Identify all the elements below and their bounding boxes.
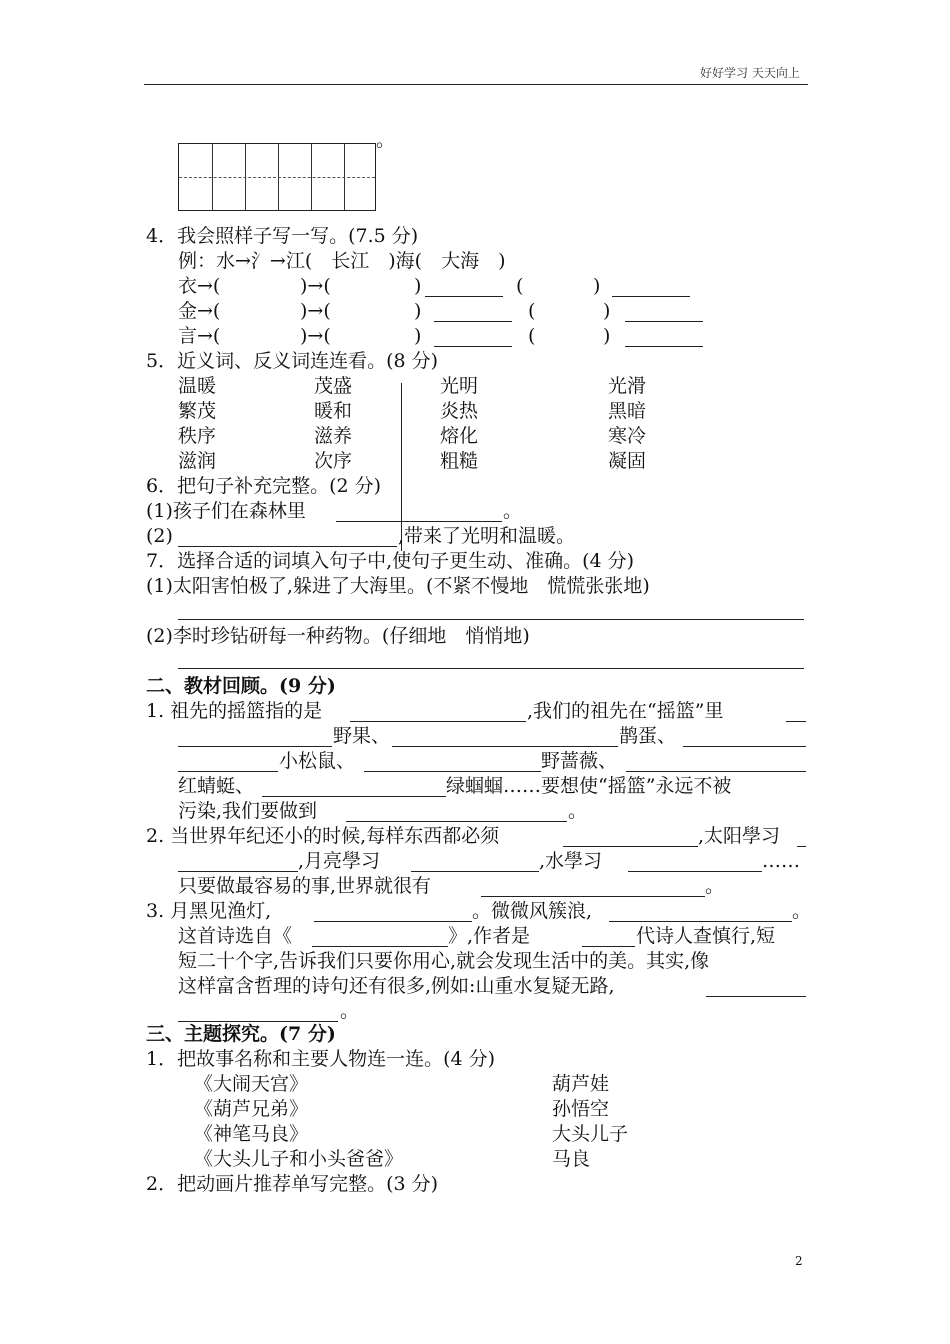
s2q2-blank5[interactable] xyxy=(481,896,705,897)
s2q2-line1a: 2. 当世界年纪还小的时候,每样东西都必须 xyxy=(146,825,500,847)
q6-title: 6．把句子补充完整。(2 分) xyxy=(146,475,382,497)
q6-s2-blank[interactable] xyxy=(178,546,397,547)
story-title[interactable]: 《大闹天宫》 xyxy=(194,1073,309,1095)
s2q1-line5b: 。 xyxy=(568,800,588,822)
q6-s2-text: ,带来了光明和温暖。 xyxy=(398,525,576,547)
story-title[interactable]: 《大头儿子和小头爸爸》 xyxy=(194,1148,404,1170)
q7-s1: (1)太阳害怕极了,躲进了大海里。(不紧不慢地 慌慌张张地) xyxy=(146,575,650,597)
q4-title: 4．我会照样子写一写。(7.5 分) xyxy=(146,225,419,247)
page-number: 2 xyxy=(795,1254,803,1268)
q4-row1-e: ) xyxy=(593,275,601,297)
s2q2-line2a: ,月亮學习 xyxy=(298,850,381,872)
q6-s1-text: (1)孩子们在森林里 xyxy=(146,500,306,522)
s2q2-line2b: ,水學习 xyxy=(539,850,603,872)
s2q3-line5: 。 xyxy=(340,1000,360,1022)
q6-s1-blank[interactable] xyxy=(336,521,502,522)
s2q1-blank1[interactable] xyxy=(350,721,526,722)
section3-title: 三、主题探究。(7 分) xyxy=(146,1023,336,1045)
s2q3-line3: 短二十个字,告诉我们只要你用心,就会发现生活中的美。其实,像 xyxy=(178,950,710,972)
q4-row2-a: 金→( xyxy=(178,300,221,322)
header-motto: 好好学习 天天向上 xyxy=(700,66,800,80)
q7-title: 7．选择合适的词填入句子中,使句子更生动、准确。(4 分) xyxy=(146,550,635,572)
q4-row2-blank1[interactable] xyxy=(434,321,512,322)
q4-row3-blank2[interactable] xyxy=(625,346,703,347)
s2q1-line3a: 小松鼠、 xyxy=(279,750,356,772)
q5-word[interactable]: 暖和 xyxy=(314,400,353,422)
q5-word[interactable]: 寒冷 xyxy=(608,425,647,447)
q4-row1-b: )→( xyxy=(300,275,331,297)
s2q3-line1c: 。 xyxy=(792,900,812,922)
s2q1-line3b: 野蔷薇、 xyxy=(541,750,618,772)
s2q2-blank4[interactable] xyxy=(628,871,762,872)
s2q1-line2a: 野果、 xyxy=(333,725,391,747)
s2q3-blank1[interactable] xyxy=(314,921,472,922)
s2q3-line4: 这样富含哲理的诗句还有很多,例如:山重水复疑无路, xyxy=(178,975,615,997)
s2q2-line1b: ,太阳學习 xyxy=(698,825,781,847)
q4-row1-a: 衣→( xyxy=(178,275,221,297)
s2q1-blank5[interactable] xyxy=(364,771,541,772)
q5-word[interactable]: 黑暗 xyxy=(608,400,647,422)
q4-row1-c: ) xyxy=(414,275,422,297)
q4-row3-e: ) xyxy=(603,325,611,347)
q4-row3-b: )→( xyxy=(300,325,331,347)
q5-word[interactable]: 炎热 xyxy=(440,400,479,422)
q6-s2-num: (2) xyxy=(146,525,173,547)
q5-word[interactable]: 滋养 xyxy=(314,425,353,447)
q5-word[interactable]: 温暖 xyxy=(178,375,217,397)
s2q1-line2b: 鹊蛋、 xyxy=(619,725,677,747)
q4-row3-d: ( xyxy=(528,325,536,347)
s2q2-line3a: 只要做最容易的事,世界就很有 xyxy=(178,875,432,897)
story-title[interactable]: 《葫芦兄弟》 xyxy=(194,1098,309,1120)
q4-row2-b: )→( xyxy=(300,300,331,322)
q7-s2-answer-line[interactable] xyxy=(178,668,804,669)
s2q2-blank2b[interactable] xyxy=(178,871,298,872)
character-name[interactable]: 孙悟空 xyxy=(552,1098,610,1120)
q4-row1-blank1[interactable] xyxy=(425,296,503,297)
s2q1-line1b: ,我们的祖先在“摇篮”里 xyxy=(527,700,724,722)
q5-word[interactable]: 熔化 xyxy=(440,425,479,447)
q5-word[interactable]: 滋润 xyxy=(178,450,217,472)
character-name[interactable]: 葫芦娃 xyxy=(552,1073,610,1095)
q7-s1-answer-line[interactable] xyxy=(178,619,804,620)
q4-row1-d: ( xyxy=(516,275,524,297)
s2q1-blank7[interactable] xyxy=(262,796,446,797)
section2-title: 二、教材回顾。(9 分) xyxy=(146,675,336,697)
q4-row2-blank2[interactable] xyxy=(625,321,703,322)
s2q1-line4b: 绿蝈蝈……要想使“摇篮”永远不被 xyxy=(446,775,732,797)
s2q1-blank6[interactable] xyxy=(626,771,806,772)
s2q3-line2a: 这首诗选自《 xyxy=(178,925,293,947)
s2q2-line2c: …… xyxy=(762,850,800,872)
s2q1-blank2[interactable] xyxy=(786,721,806,722)
s2q3-blank3[interactable] xyxy=(312,946,448,947)
s2q1-line5a: 污染,我们要做到 xyxy=(178,800,318,822)
character-name[interactable]: 大头儿子 xyxy=(552,1123,629,1145)
header-rule xyxy=(144,84,808,85)
q4-row1-blank2[interactable] xyxy=(612,296,690,297)
s3q2-title: 2．把动画片推荐单写完整。(3 分) xyxy=(146,1173,439,1195)
s2q3-line1a: 3. 月黑见渔灯, xyxy=(146,900,272,922)
q5-word[interactable]: 茂盛 xyxy=(314,375,353,397)
s2q3-line2c: 代诗人查慎行,短 xyxy=(636,925,776,947)
character-name[interactable]: 马良 xyxy=(552,1148,591,1170)
s2q1-line1: 1. 祖先的摇篮指的是 xyxy=(146,700,323,722)
s2q3-blank5[interactable] xyxy=(706,996,806,997)
q5-word[interactable]: 凝固 xyxy=(608,450,647,472)
q5-word[interactable]: 秩序 xyxy=(178,425,217,447)
s2q3-blank2[interactable] xyxy=(609,921,792,922)
s2q2-blank2[interactable] xyxy=(797,846,806,847)
s2q1-blank3[interactable] xyxy=(392,746,618,747)
s2q1-blank8[interactable] xyxy=(346,821,567,822)
story-title[interactable]: 《神笔马良》 xyxy=(194,1123,309,1145)
s2q3-line1b: 。微微风簇浪, xyxy=(472,900,593,922)
q7-s2: (2)李时珍钻研每一种药物。(仔细地 悄悄地) xyxy=(146,625,530,647)
q4-row3-a: 言→( xyxy=(178,325,221,347)
q4-row3-c: ) xyxy=(414,325,422,347)
q4-example: 例：水→氵→江( 长江 )海( 大海 ) xyxy=(178,250,506,272)
s2q1-line4a: 红蜻蜓、 xyxy=(178,775,255,797)
q4-row3-blank1[interactable] xyxy=(434,346,512,347)
q5-title: 5．近义词、反义词连连看。(8 分) xyxy=(146,350,439,372)
writing-grid xyxy=(178,143,376,211)
q5-word[interactable]: 次序 xyxy=(314,450,353,472)
q5-word[interactable]: 粗糙 xyxy=(440,450,479,472)
s2q1-blank4b[interactable] xyxy=(178,771,278,772)
s2q3-line2b: 》,作者是 xyxy=(448,925,531,947)
s2q2-blank3[interactable] xyxy=(411,871,539,872)
q6-s1-end: 。 xyxy=(503,500,523,522)
q4-row2-c: ) xyxy=(414,300,422,322)
s2q3-blank4[interactable] xyxy=(582,946,635,947)
q5-word[interactable]: 繁茂 xyxy=(178,400,217,422)
grid-period: 。 xyxy=(376,129,396,151)
s2q2-line3b: 。 xyxy=(705,875,725,897)
q5-word[interactable]: 光明 xyxy=(440,375,479,397)
q5-word[interactable]: 光滑 xyxy=(608,375,647,397)
s2q1-blank4[interactable] xyxy=(683,746,806,747)
q4-row2-d: ( xyxy=(528,300,536,322)
s2q1-blank2b[interactable] xyxy=(178,746,332,747)
s3q1-title: 1．把故事名称和主要人物连一连。(4 分) xyxy=(146,1048,496,1070)
q4-row2-e: ) xyxy=(603,300,611,322)
s2q2-blank1[interactable] xyxy=(563,846,698,847)
